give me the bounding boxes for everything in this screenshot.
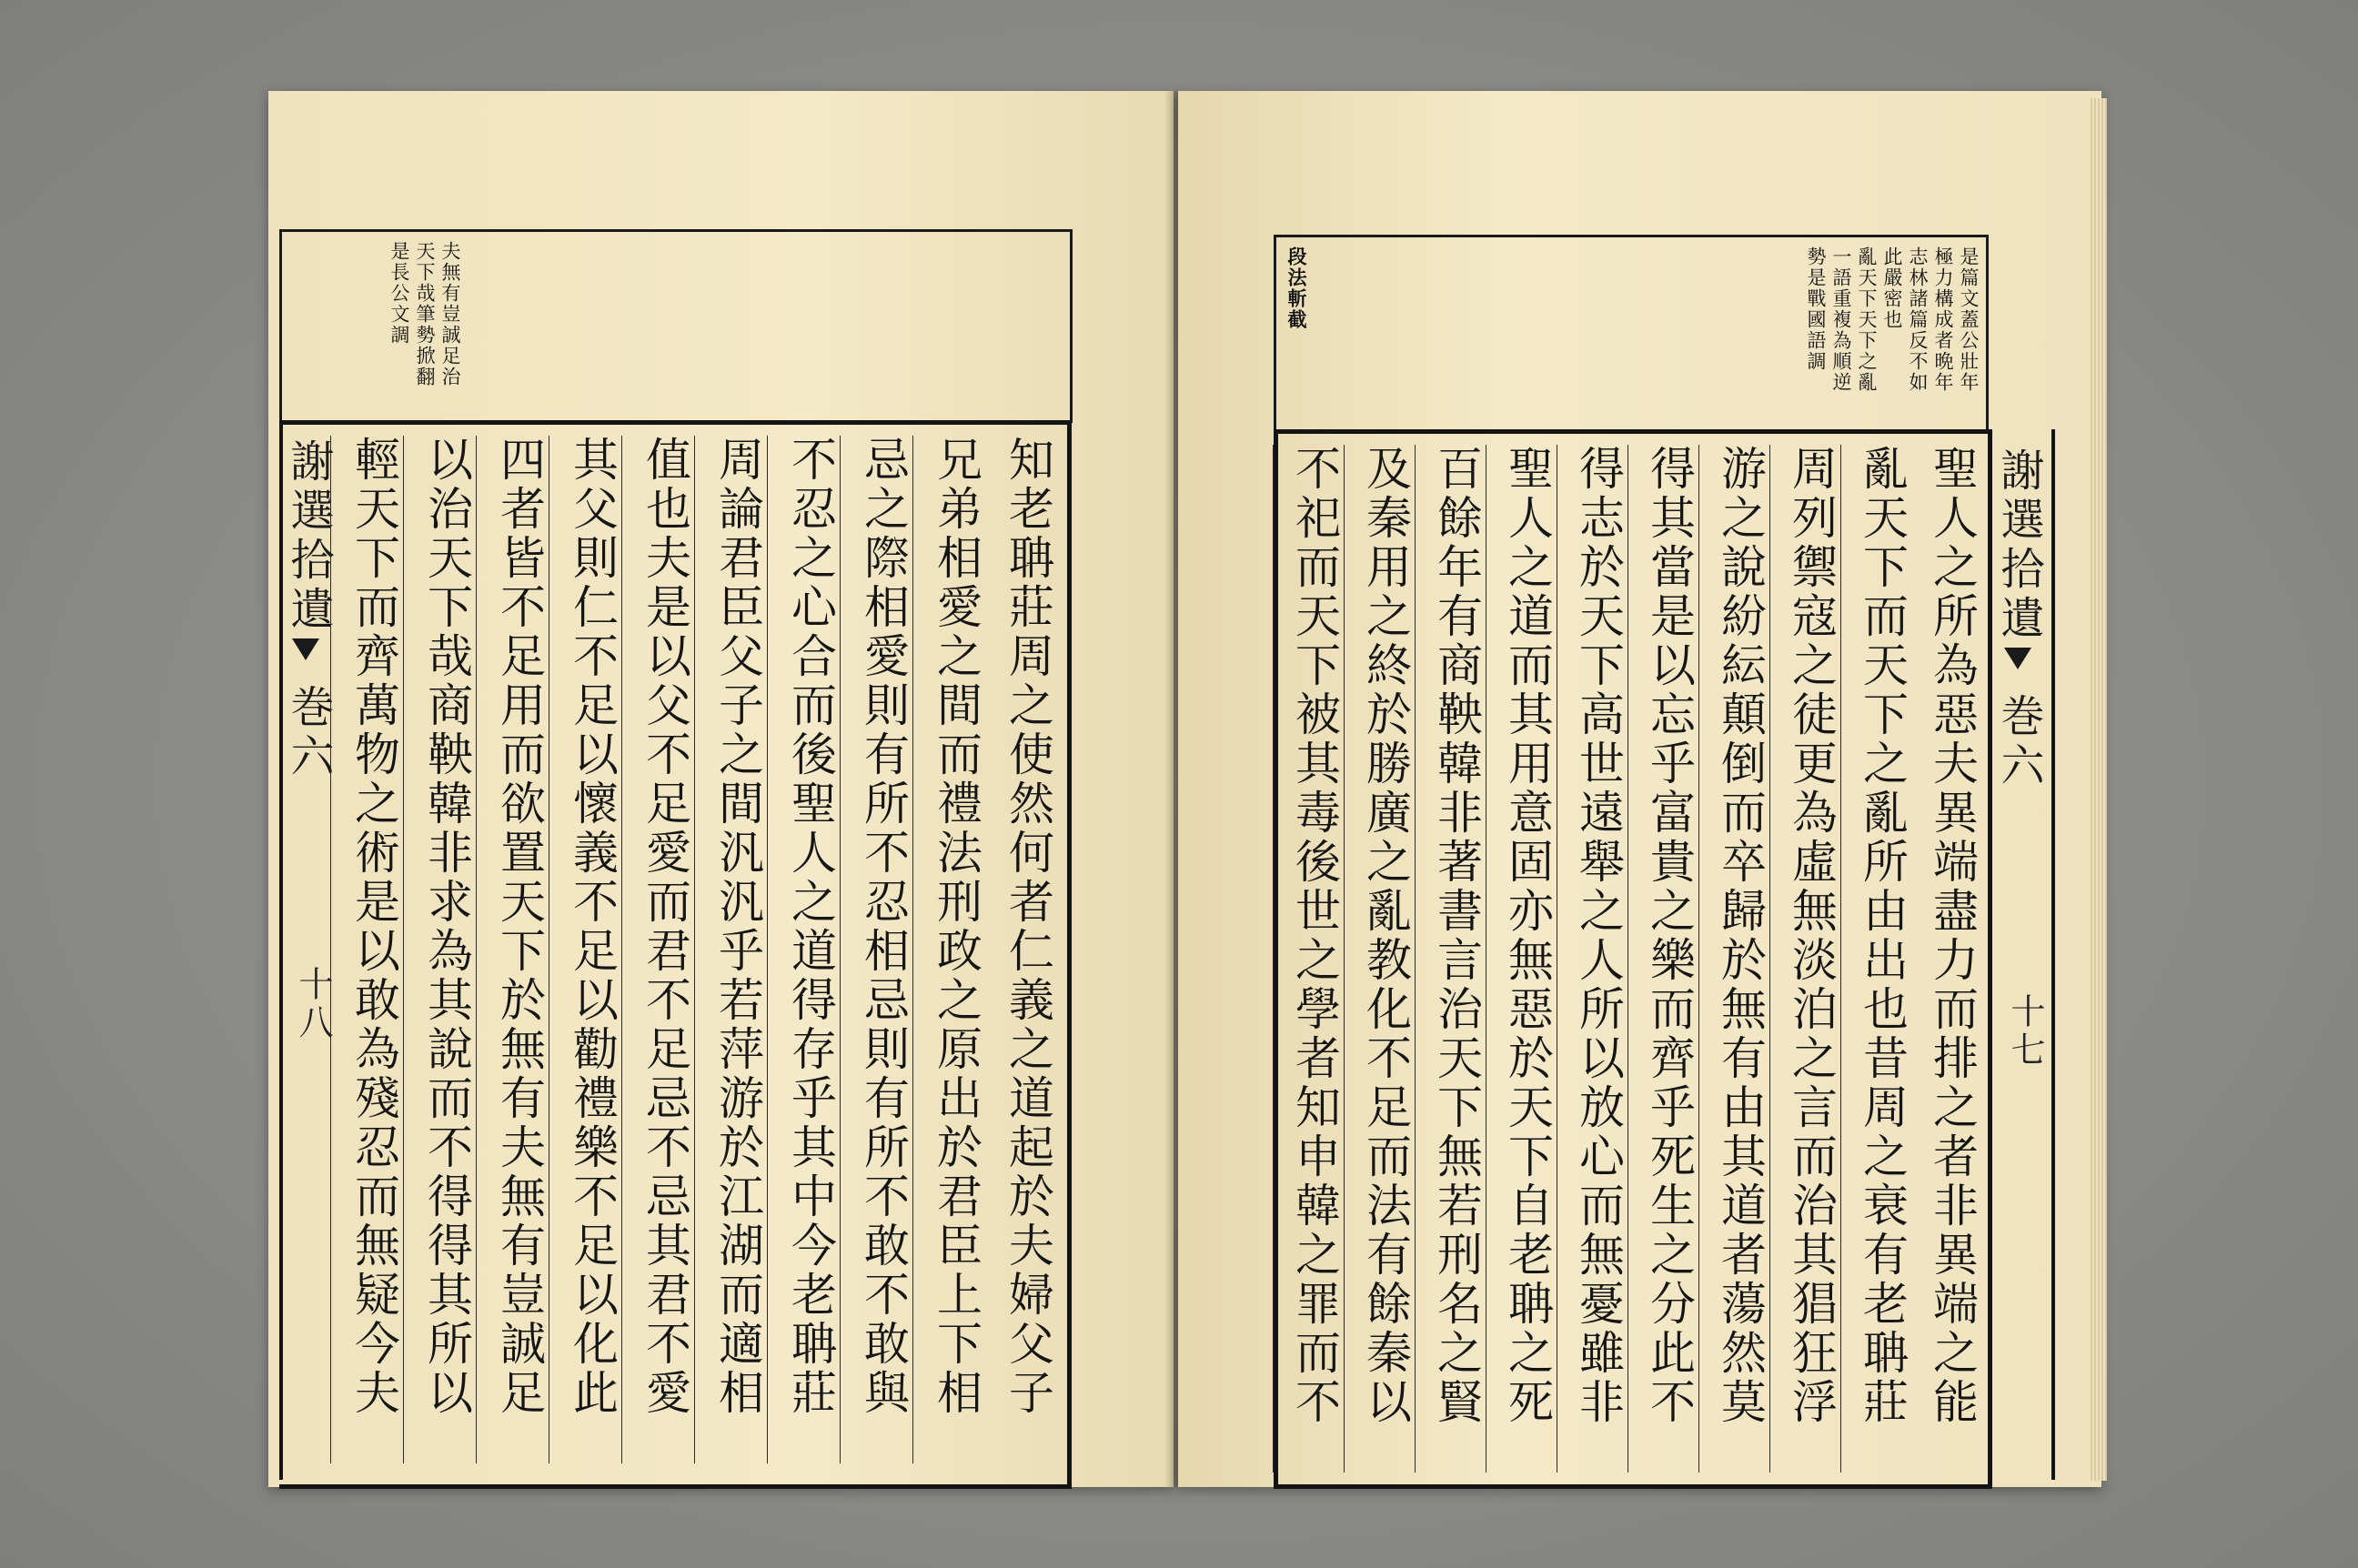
right-folio-number: 十七	[2005, 993, 2045, 1070]
text-column: 百餘年有商鞅韓非著書言治天下無若刑名之賢	[1415, 445, 1486, 1473]
open-book	[268, 91, 2101, 1487]
left-header-note: 天下哉筆勢掀翻	[414, 241, 436, 387]
text-column: 忌之際相愛則有所不忍相忌則有所不敢不敢與	[840, 436, 913, 1463]
left-header-note: 夫無有豈誠足治	[439, 241, 461, 387]
right-volume-label: 巻六	[1993, 693, 2044, 791]
left-folio-number: 十八	[293, 966, 333, 1042]
right-header-note: 是篇文蓋公壯年	[1958, 246, 1980, 393]
right-header-note: 志林諸篇反不如	[1907, 246, 1929, 393]
right-header-note: 一語重複為順逆	[1830, 246, 1852, 393]
text-column: 四者皆不足用而欲置天下於無有夫無有豈誠足	[476, 436, 549, 1463]
right-running-title: 謝選拾遺	[1993, 447, 2044, 644]
right-header-note: 勢是戰國語調	[1805, 246, 1827, 372]
right-header-note: 此嚴密也	[1881, 246, 1903, 330]
right-page	[1178, 91, 2101, 1487]
text-column: 值也夫是以父不足愛而君不足忌不忌其君不愛	[621, 436, 695, 1463]
text-column: 不祀而天下被其毒後世之學者知申韓之罪而不	[1273, 445, 1345, 1473]
text-column: 得其當是以忘乎富貴之樂而齊乎死生之分此不	[1627, 445, 1699, 1473]
page-edge-stack	[2091, 98, 2107, 1481]
left-header-note: 是長公文調	[388, 241, 410, 346]
right-header-note: 段法斬截	[1285, 246, 1308, 330]
left-header-commentary-box	[279, 229, 1073, 423]
text-column: 周列禦寇之徒更為虛無淡泊之言而治其猖狂浮	[1769, 445, 1841, 1473]
right-spine-strip	[1988, 429, 2055, 1480]
text-column: 兄弟相愛之間而禮法刑政之原出於君臣上下相	[912, 436, 986, 1463]
text-column: 聖人之道而其用意固亦無惡於天下自老聃之死	[1486, 445, 1557, 1473]
text-column: 得志於天下高世遠舉之人所以放心而無憂雖非	[1557, 445, 1628, 1473]
left-page	[268, 91, 1174, 1487]
text-column: 游之說紛紜顛倒而卒歸於無有由其道者蕩然莫	[1698, 445, 1770, 1473]
text-column: 聖人之所為惡夫異端盡力而排之者非異端之能	[1926, 445, 1979, 1427]
right-text-frame	[1274, 429, 1992, 1489]
text-column: 亂天下而天下之亂所由出也昔周之衰有老聃莊	[1840, 445, 1912, 1473]
right-header-commentary-box	[1274, 235, 1989, 432]
text-column: 輕天下而齊萬物之術是以敢為殘忍而無疑今夫	[330, 436, 404, 1463]
text-column: 周論君臣父子之間汎汎乎若萍游於江湖而適相	[694, 436, 768, 1463]
text-column: 及秦用之終於勝廣之亂教化不足而法有餘秦以	[1344, 445, 1416, 1473]
fish-tail-mark	[2004, 648, 2031, 669]
text-column: 不忍之心合而後聖人之道得存乎其中今老聃莊	[767, 436, 841, 1463]
right-header-note: 亂天下天下之亂	[1856, 246, 1878, 393]
left-running-title: 謝選拾遺	[283, 438, 334, 635]
text-column: 知老聃莊周之使然何者仁義之道起於夫婦父子	[1002, 436, 1054, 1418]
text-column: 以治天下哉商鞅韓非求為其說而不得得其所以	[403, 436, 477, 1463]
right-header-note: 極力構成者晩年	[1932, 246, 1954, 393]
text-column: 其父則仁不足以懷義不足以勸禮樂不足以化此	[549, 436, 622, 1463]
left-volume-label: 巻六	[283, 684, 334, 782]
left-text-frame	[279, 420, 1072, 1489]
